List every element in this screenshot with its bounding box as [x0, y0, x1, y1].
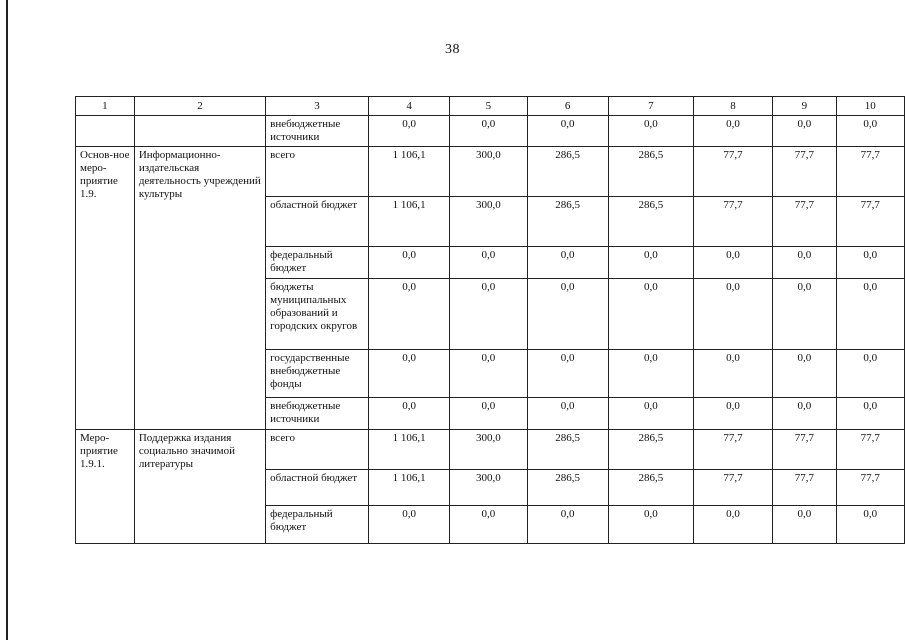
header-cell: 5: [450, 97, 527, 116]
value-cell: 77,7: [773, 147, 836, 197]
value-cell: 300,0: [450, 430, 527, 470]
value-cell: 0,0: [836, 506, 904, 544]
value-cell: 77,7: [693, 430, 772, 470]
value-cell: 0,0: [608, 279, 693, 350]
value-cell: 0,0: [693, 116, 772, 147]
table-row: [76, 430, 905, 470]
value-cell: 77,7: [693, 470, 772, 506]
value-cell: 286,5: [527, 147, 608, 197]
value-cell: 0,0: [450, 116, 527, 147]
header-cell: 6: [527, 97, 608, 116]
header-cell: 8: [693, 97, 772, 116]
value-cell: 286,5: [527, 197, 608, 247]
value-cell: 77,7: [836, 197, 904, 247]
value-cell: 0,0: [527, 116, 608, 147]
status-cell: [76, 116, 135, 147]
source-cell: областной бюджет: [266, 197, 369, 247]
table-row: [76, 147, 905, 197]
value-cell: 0,0: [693, 247, 772, 279]
table-row: [76, 116, 905, 147]
value-cell: 0,0: [693, 506, 772, 544]
value-cell: 0,0: [693, 398, 772, 430]
value-cell: 77,7: [773, 197, 836, 247]
value-cell: 0,0: [836, 398, 904, 430]
source-cell: федеральный бюджет: [266, 506, 369, 544]
source-cell: всего: [266, 147, 369, 197]
value-cell: 77,7: [836, 470, 904, 506]
value-cell: 300,0: [450, 147, 527, 197]
budget-table: [75, 96, 905, 544]
name-cell: [134, 116, 265, 147]
value-cell: 0,0: [450, 350, 527, 398]
status-cell: Основ-ное меро-приятие 1.9.: [76, 147, 135, 430]
value-cell: 77,7: [836, 147, 904, 197]
value-cell: 1 106,1: [368, 197, 449, 247]
value-cell: 0,0: [773, 247, 836, 279]
value-cell: 77,7: [773, 470, 836, 506]
header-cell: 3: [266, 97, 369, 116]
header-cell: 7: [608, 97, 693, 116]
value-cell: 1 106,1: [368, 470, 449, 506]
value-cell: 77,7: [693, 147, 772, 197]
value-cell: 300,0: [450, 470, 527, 506]
value-cell: 286,5: [608, 197, 693, 247]
value-cell: 0,0: [527, 398, 608, 430]
header-cell: 4: [368, 97, 449, 116]
value-cell: 286,5: [527, 470, 608, 506]
value-cell: 286,5: [527, 430, 608, 470]
name-cell: Поддержка издания социально значимой литературы: [134, 430, 265, 544]
value-cell: 0,0: [527, 279, 608, 350]
page-number: 38: [445, 42, 460, 57]
value-cell: 0,0: [527, 350, 608, 398]
value-cell: 1 106,1: [368, 430, 449, 470]
value-cell: 0,0: [368, 116, 449, 147]
header-cell: 9: [773, 97, 836, 116]
value-cell: 0,0: [368, 506, 449, 544]
value-cell: 0,0: [608, 398, 693, 430]
value-cell: 0,0: [836, 279, 904, 350]
value-cell: 286,5: [608, 430, 693, 470]
header-cell: 1: [76, 97, 135, 116]
value-cell: 0,0: [368, 247, 449, 279]
value-cell: 1 106,1: [368, 147, 449, 197]
value-cell: 0,0: [527, 247, 608, 279]
value-cell: 286,5: [608, 470, 693, 506]
value-cell: 77,7: [836, 430, 904, 470]
value-cell: 0,0: [773, 506, 836, 544]
value-cell: 0,0: [693, 350, 772, 398]
value-cell: 0,0: [527, 506, 608, 544]
status-cell: Меро-приятие 1.9.1.: [76, 430, 135, 544]
source-cell: федеральный бюджет: [266, 247, 369, 279]
source-cell: внебюджетные источники: [266, 116, 369, 147]
value-cell: 0,0: [450, 247, 527, 279]
value-cell: 0,0: [450, 279, 527, 350]
value-cell: 0,0: [773, 279, 836, 350]
value-cell: 77,7: [693, 197, 772, 247]
value-cell: 0,0: [608, 350, 693, 398]
value-cell: 0,0: [450, 506, 527, 544]
name-cell: Информационно-издательская деятельность учреждений культуры: [134, 147, 265, 430]
value-cell: 0,0: [773, 398, 836, 430]
value-cell: 0,0: [368, 279, 449, 350]
value-cell: 300,0: [450, 197, 527, 247]
source-cell: бюджеты муниципальных образований и городских округов: [266, 279, 369, 350]
value-cell: 0,0: [773, 350, 836, 398]
source-cell: внебюджетные источники: [266, 398, 369, 430]
page-left-border: [6, 0, 8, 640]
value-cell: 0,0: [608, 247, 693, 279]
value-cell: 0,0: [693, 279, 772, 350]
value-cell: 0,0: [450, 398, 527, 430]
value-cell: 0,0: [608, 116, 693, 147]
value-cell: 0,0: [836, 350, 904, 398]
header-cell: 10: [836, 97, 904, 116]
value-cell: 0,0: [368, 350, 449, 398]
table-header-row: [76, 97, 905, 116]
value-cell: 77,7: [773, 430, 836, 470]
value-cell: 0,0: [608, 506, 693, 544]
value-cell: 0,0: [836, 116, 904, 147]
value-cell: 286,5: [608, 147, 693, 197]
source-cell: областной бюджет: [266, 470, 369, 506]
value-cell: 0,0: [836, 247, 904, 279]
source-cell: государственные внебюджетные фонды: [266, 350, 369, 398]
value-cell: 0,0: [368, 398, 449, 430]
source-cell: всего: [266, 430, 369, 470]
header-cell: 2: [134, 97, 265, 116]
value-cell: 0,0: [773, 116, 836, 147]
